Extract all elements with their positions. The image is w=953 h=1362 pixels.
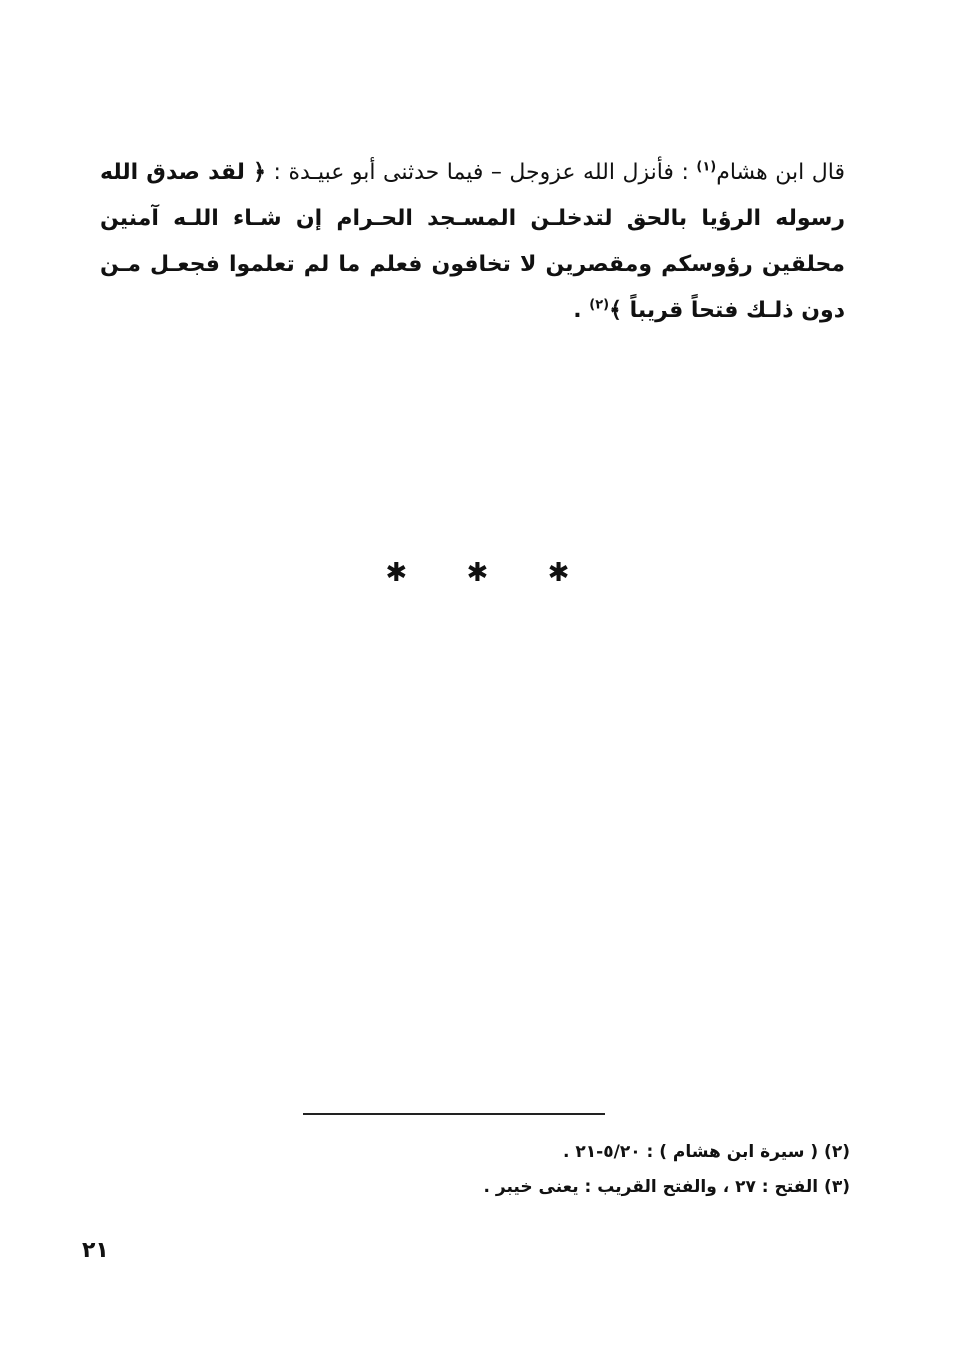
- footnote-item: (٣) الفتح : ٢٧ ، والفتح القريب : يعنى خيبر .: [483, 1177, 850, 1197]
- quran-quote: ﴿ لقد صدق الله رسوله الرؤيا بالحق لتدخلـن المسـجد الحـرام إن شـاء اللـه آمنين محلقين رؤوسكم ومقصرين لا تخافون فعلم ما لم تعلموا فجعـل مـن دون ذلـك فتحاً قريباً ﴾: [100, 160, 845, 323]
- asterisk-icon: ✱: [385, 558, 408, 588]
- footnotes: [300, 1135, 850, 1205]
- main-text-block: [100, 150, 845, 334]
- footnote-ref-1: (١): [696, 159, 717, 175]
- paragraph-end: .: [573, 298, 590, 323]
- main-paragraph: [100, 150, 845, 334]
- section-separator: [0, 560, 953, 586]
- footnote-divider: [303, 1113, 605, 1115]
- narration-text: : فأنزل الله عزوجل – فيما حدثنى أبو عبيـدة :: [266, 160, 697, 185]
- page-number: ٢١: [82, 1238, 109, 1263]
- intro-text: قال ابن هشام: [716, 160, 846, 185]
- footnote-ref-2: (٢): [589, 297, 610, 313]
- footnote-item: (٢) ( سيرة ابن هشام ) : ٥/٢٠-٢١ .: [563, 1142, 850, 1162]
- asterisk-icon: ✱: [466, 558, 489, 588]
- asterisk-icon: ✱: [547, 558, 570, 588]
